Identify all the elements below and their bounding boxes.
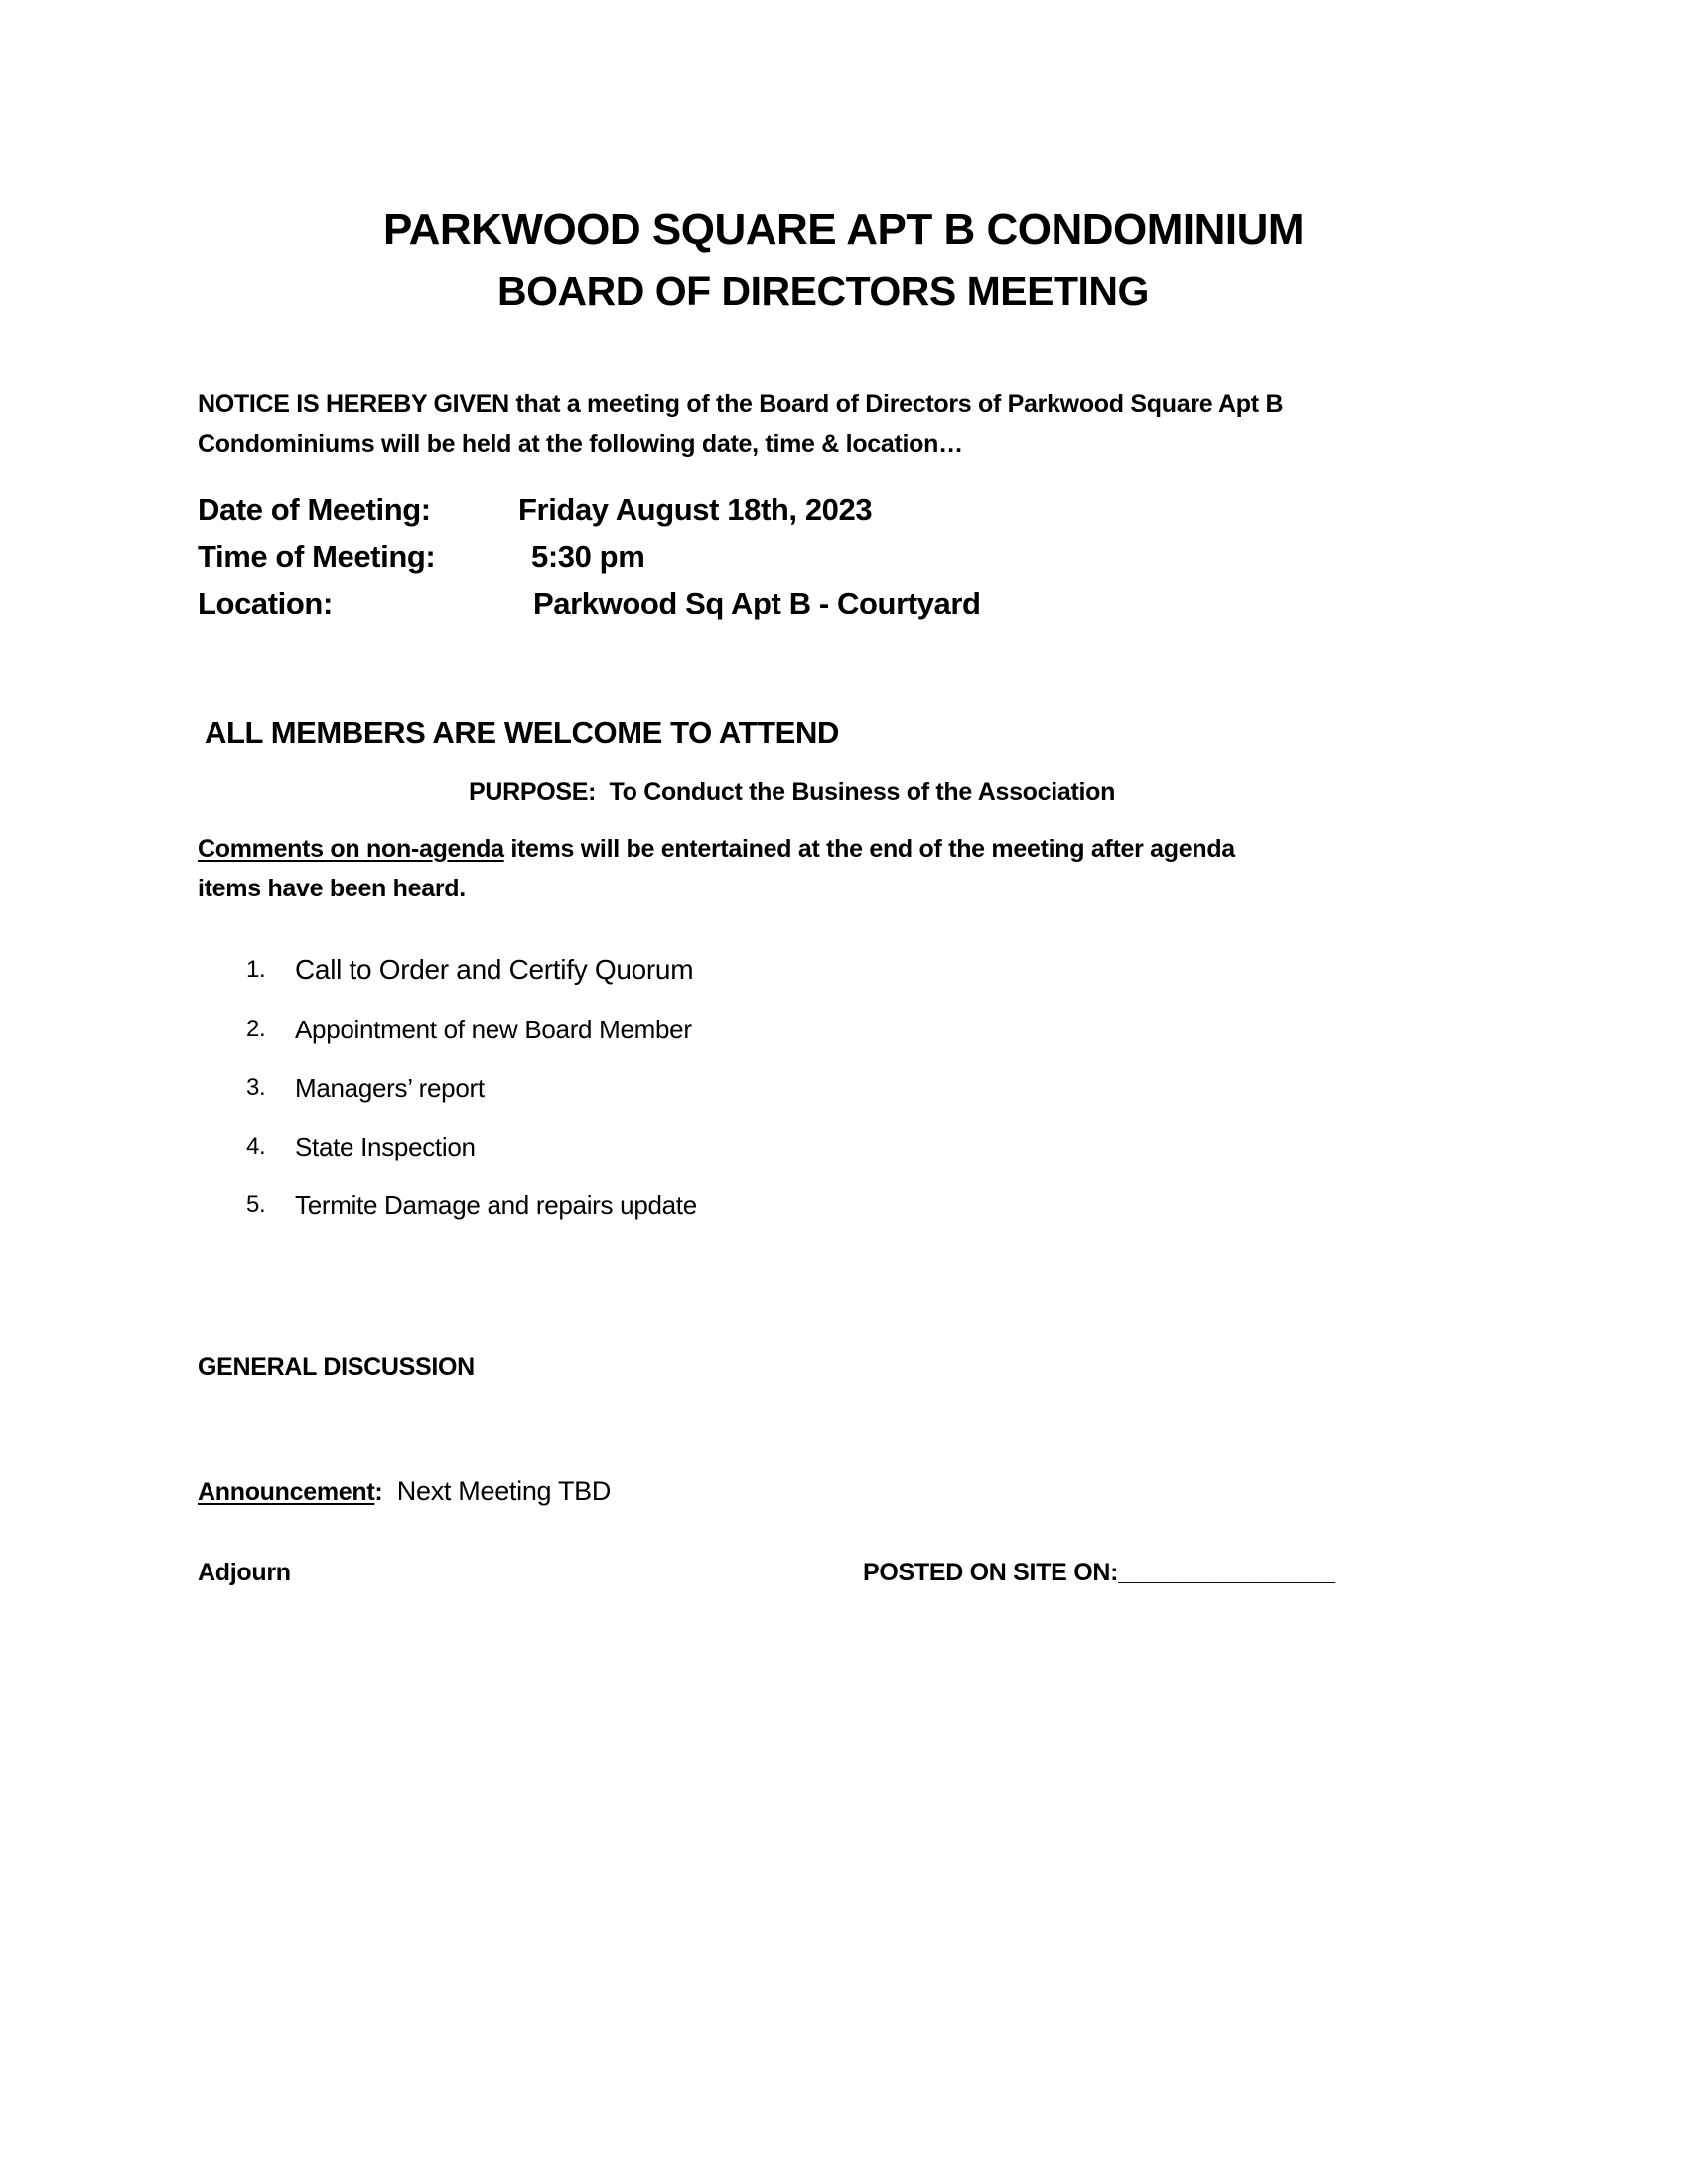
announcement-text: Next Meeting TBD [382,1476,612,1506]
comments-underlined: Comments on non-agenda [198,835,504,863]
date-label: Date of Meeting: [198,492,431,527]
agenda-item: Call to Order and Certify Quorum [295,954,694,985]
location-value: Parkwood Sq Apt B - Courtyard [533,586,981,620]
location-label: Location: [198,586,333,620]
comments-line-2: items have been heard. [198,875,466,902]
date-value: Friday August 18th, 2023 [518,492,873,527]
announcement-line [198,1478,611,1505]
document-subtitle: BOARD OF DIRECTORS MEETING [497,268,1149,314]
welcome-heading: ALL MEMBERS ARE WELCOME TO ATTEND [205,715,839,750]
agenda-number: 5. [246,1191,266,1218]
comments-line-1 [198,837,1235,862]
announcement-label: Announcement [198,1478,375,1506]
agenda-number: 2. [246,1016,266,1042]
document-title: PARKWOOD SQUARE APT B CONDOMINIUM [383,205,1305,254]
purpose-line: PURPOSE: To Conduct the Business of the Association [469,778,1116,806]
posted-on-site: POSTED ON SITE ON:________________ [863,1559,1335,1586]
general-discussion-heading: GENERAL DISCUSSION [198,1353,475,1381]
agenda-number: 4. [246,1133,266,1160]
agenda-item: State Inspection [295,1132,476,1161]
time-value: 5:30 pm [531,539,645,574]
notice-line-2: Condominiums will be held at the following date, time & location… [198,430,963,458]
time-label: Time of Meeting: [198,539,436,574]
agenda-number: 3. [246,1074,266,1101]
adjourn-label: Adjourn [198,1559,291,1586]
announcement-colon: : [374,1478,383,1506]
agenda-item: Appointment of new Board Member [295,1015,692,1044]
agenda-number: 1. [246,956,266,983]
comments-rest: items will be entertained at the end of the meeting after agenda [503,835,1235,863]
agenda-item: Termite Damage and repairs update [295,1190,697,1220]
agenda-item: Managers’ report [295,1073,485,1103]
notice-line-1: NOTICE IS HEREBY GIVEN that a meeting of the Board of Directors of Parkwood Square Apt B [198,390,1284,418]
